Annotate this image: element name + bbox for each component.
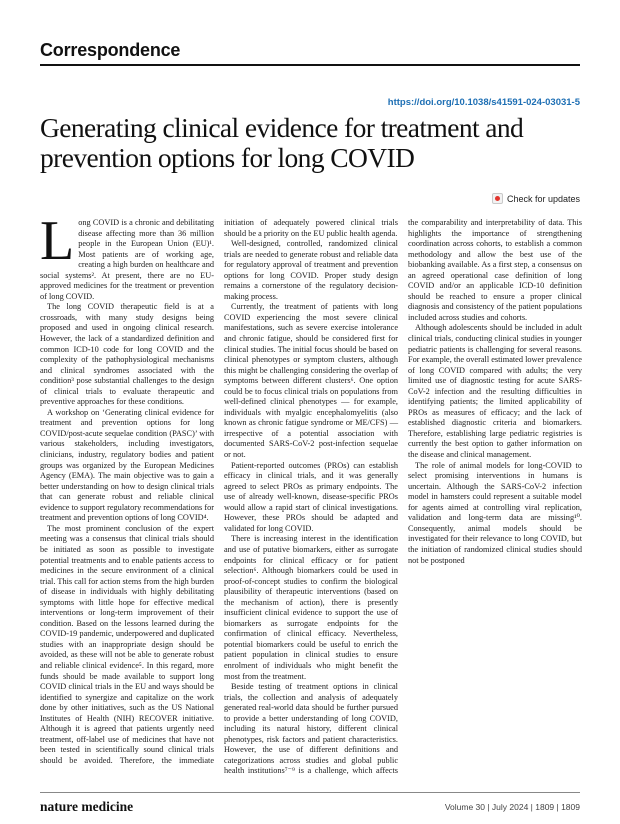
drop-cap: L: [40, 218, 75, 272]
section-label: Correspondence: [40, 40, 181, 60]
paragraph-11: The role of animal models for long-COVID to select promising interventions in humans is uncertain. Although the SARS-CoV-2 infection model in hamsters could represent a suitable model for agents aimed at controlling viral replication, validation and long-term data are missing¹⁰. Consequently, animal models should be investigated for their relevance to long COVID, but the initiation of randomized clinical studies should not be postponed: [408, 460, 582, 565]
paragraph-7: Patient-reported outcomes (PROs) can establish efficacy in clinical trials, and it was generally agreed to select PROs as primary endpoints. The use of already well-known, disease-specific PROs would allow a rapid start of clinical investigations. However, these PROs should be adapted and validated for long COVID.: [224, 460, 398, 533]
paragraph-2: The long COVID therapeutic field is at a crossroads, with many study designs being proposed and used in ongoing clinical research. However, the lack of a standardized definition and common ICD-10 code for long COVID and the complexity of the pathophysiological mechanisms and clinical syndromes associated with the condition³ pose substantial challenges to the design of clinical trials to evaluate therapeutic and preventive approaches for these conditions.: [40, 302, 214, 407]
section-header: [40, 40, 580, 61]
journal-name: nature medicine: [40, 799, 134, 814]
doi-link[interactable]: https://doi.org/10.1038/s41591-024-03031-5: [387, 97, 580, 108]
check-updates-label: Check for updates: [506, 193, 580, 204]
paragraph-1-text: ong COVID is a chronic and debilitating disease affecting more than 36 million people in the European Union (EU)¹. Most patients are of working age, creating a high burden on healthcare and social systems². At present, there are no EU-approved medicines for the treatment or prevention of long COVID.: [40, 218, 214, 301]
check-updates-button[interactable]: [492, 193, 580, 204]
paragraph-3: A workshop on ‘Generating clinical evidence for treatment and prevention options for long COVID/post-acute sequelae condition (PASC)’ with various stakeholders, including investigators, clinicians, industry, regulatory bodies and patient groups was organized by the European Medicines Agency (EMA). The main objective was to gain a better understanding on how to design clinical trials that can generate robust and reliable clinical evidence to support regulatory recommendations for treatment and prevention options of long COVID⁴.: [40, 407, 214, 523]
paragraph-5: Well-designed, controlled, randomized clinical trials are needed to generate robust and reliable data for regulatory approval of treatment and prevention options for long COVID. Proper study design remains a cornerstone of the regulatory decision-making process.: [224, 239, 398, 301]
check-updates-icon: [492, 193, 503, 204]
footer-rule: [40, 792, 580, 793]
paragraph-8: There is increasing interest in the identification and use of putative biomarkers, either as surrogate endpoints for clinical efficacy or for patient selection⁶. Although biomarkers could be used in proof-of-concept studies to confirm the biological plausibility of therapeutic interventions (based on the mechanism of action), there is presently insufficient clinical evidence to support the use of biomarkers as surrogate endpoints for the confirmation of clinical efficacy. Nevertheless, potential biomarkers could be useful to enrich the patient population in clinical studies to ensure enrolment of individuals who might benefit the most from the treatment.: [224, 534, 398, 681]
paragraph-1: [40, 218, 214, 302]
article-title: Generating clinical evidence for treatment and prevention options for long COVID: [40, 112, 524, 173]
paragraph-6: Currently, the treatment of patients with long COVID experiencing the most severe clinical manifestations, such as severe exercise intolerance and chronic fatigue, should be considered first for clinical studies. The initial focus should be based on clinical phenotypes or symptom clusters, although this might be challenging considering the overlap of symptoms between different clusters⁶. One option could be to focus clinical trials on populations from well-defined clinical phenotypes — for example, individuals with myalgic encephalomyelitis (also known as chronic fatigue syndrome or ME/CFS) — irrespective of a potential association with documented SARS-CoV-2 post-infection sequelae or not.: [224, 302, 398, 460]
header-rule: [40, 64, 580, 66]
paragraph-4: The most prominent conclusion of the expert meeting was a consensus that clinical trials should be initiated as soon as possible to investigate potential treatments and to enable patients access to medicines in the secure environment of a clinical trial. This call for action stems from the high burden of disease in individuals with highly debilitating symptoms with little hope for effective medical interventions or long-term improvement of their condition. Based on the lessons learned during the COVID-19 pandemic, underpowered and duplicated studies with an inappropriate design should be avoided, as these will not be able to generate robust and reliable clinical evidence⁵. In this regard, more funds should be made available to support long COVID clinical trials in the EU and ways should be identified to synergize and capitalize on the work done by other initiatives, such as the US National Institutes of Health (NIH) RECOVER initiative. Although it is agreed that patients urgently need treatment, off-label use of medicines that have not been tested in scientifically sound clinical trials should be avoided. Therefore, the immediate initiation of adequately powered clinical trials should be a priority on the EU public health agenda.: [40, 218, 398, 765]
issue-info: Volume 30 | July 2024 | 1809 | 1809: [444, 802, 580, 812]
paragraph-9: Beside testing of treatment options in clinical trials, the collection and analysis of adequately generated real-world data should be further pursued to provide a better understanding of long COVID, including its natural history, different clinical phenotypes, risk factors and patient characteristics. However, the use of different definitions and categorizations across studies and global public health institutions⁷⁻⁹ is a challenge, which affects the comparability and interpretability of data. This highlights the importance of strengthening coordination across cohorts, to establish a common methodology and allow the best use of the biobanking available. As a first step, a consensus on an agreed operational case definition of long COVID and/or an applicable ICD-10 definition should be reached to ensure a proper clinical diagnosis and consistency of the patient populations included across studies and cohorts.: [224, 218, 582, 776]
paragraph-10: Although adolescents should be included in adult clinical trials, conducting clinical studies in younger pediatric patients is challenging for several reasons. For example, the overall estimated lower prevalence of long COVID compared with adults; the very limited use of diagnostic testing for acute SARS-CoV-2 infection and the resulting difficulties in identifying patients; the limited applicability of PROs as measures of efficacy; and the lack of established diagnostic criteria and biomarkers. Therefore, establishing large pediatric registries is currently the best option to gather information on the disease and clinical management.: [408, 323, 582, 460]
article-body: [40, 218, 582, 784]
